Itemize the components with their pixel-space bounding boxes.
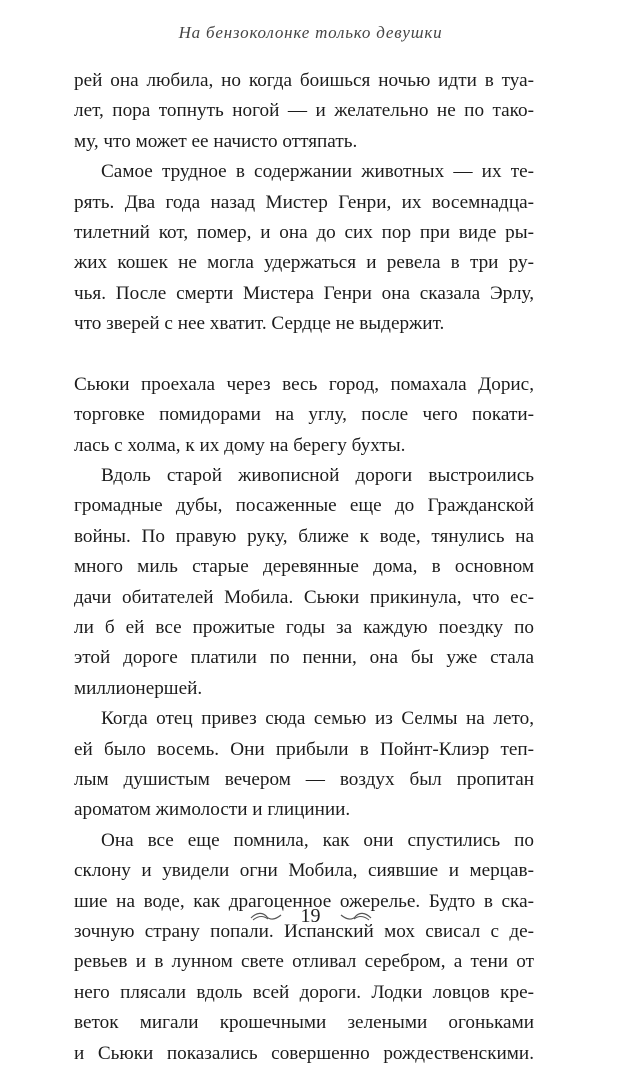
text-line: громадные дубы, посаженные еще до Гражданской [74, 495, 534, 517]
text-line: ревьев и в лунном свете отливал серебром, а тени от [74, 951, 534, 973]
text-line: ей было восемь. Они прибыли в Пойнт-Клиэр теп- [74, 738, 534, 760]
text-line: много миль старые деревянные дома, в основном [74, 556, 534, 578]
running-head: На бензоколонке только девушки [178, 23, 443, 42]
text-line: Вдоль старой живописной дороги выстроились [101, 465, 534, 487]
paragraph [74, 370, 534, 461]
text-line: лым душистым вечером — воздух был пропитан [74, 768, 534, 790]
right-flourish-icon [339, 911, 373, 923]
left-flourish-icon [249, 911, 283, 923]
text-line: чья. После смерти Мистера Генри она сказала Эрлу, [74, 282, 534, 304]
page-number: 19 [300, 905, 321, 927]
text-line: ли б ей все прожитые годы за каждую поездку по [74, 617, 534, 639]
paragraph [74, 826, 534, 1069]
text-line: войны. По правую руку, ближе к воде, тянулись на [74, 525, 534, 547]
text-line: миллионершей. [74, 677, 203, 699]
text-line: тилетний кот, помер, и она до сих пор при виде ры- [74, 221, 534, 243]
text-line: зочную страну попали. Испанский мох свисал с де- [74, 920, 534, 942]
text-line: Сьюки проехала через весь город, помахала Дорис, [74, 373, 534, 395]
text-line: что зверей с нее хватит. Сердце не выдержит. [74, 313, 445, 335]
paragraph [74, 704, 534, 826]
text-line: Когда отец привез сюда семью из Селмы на лето, [101, 708, 534, 730]
section-break [74, 340, 534, 370]
text-line: жих кошек не могла удержаться и ревела в три ру- [74, 252, 534, 274]
text-line: рей она любила, но когда боишься ночью идти в туа- [74, 70, 534, 91]
text-line: него плясали вдоль всей дороги. Лодки ловцов кре- [74, 981, 534, 1003]
text-line: му, что может ее начисто оттяпать. [74, 130, 358, 152]
text-line: Она все еще помнила, как они спустились по [101, 829, 534, 851]
text-line: ароматом жимолости и глицинии. [74, 799, 351, 821]
text-line: и Сьюки показались совершенно рождественскими. [74, 1042, 534, 1064]
text-line: склону и увидели огни Мобила, сиявшие и мерцав- [74, 860, 534, 882]
folio [0, 905, 621, 928]
text-line: шие на воде, как драгоценное ожерелье. Будто в ска- [74, 890, 534, 912]
text-line: торговке помидорами на углу, после чего покати- [74, 404, 534, 426]
text-line: этой дороге платили по пенни, она бы уже стала [74, 647, 534, 669]
text-line: лась с холма, к их дому на берегу бухты. [74, 434, 406, 456]
text-line: веток мигали крошечными зелеными огоньками [74, 1012, 534, 1034]
paragraph [74, 157, 534, 339]
text-line: лет, пора топнуть ногой — и желательно не по тако- [74, 100, 534, 122]
text-line: Самое трудное в содержании животных — их те- [101, 161, 534, 183]
paragraph [74, 461, 534, 704]
paragraph [74, 66, 534, 157]
text-line: дачи обитателей Мобила. Сьюки прикинула, что ес- [74, 586, 534, 608]
text-line: рять. Два года назад Мистер Генри, их восемнадца- [74, 191, 534, 213]
